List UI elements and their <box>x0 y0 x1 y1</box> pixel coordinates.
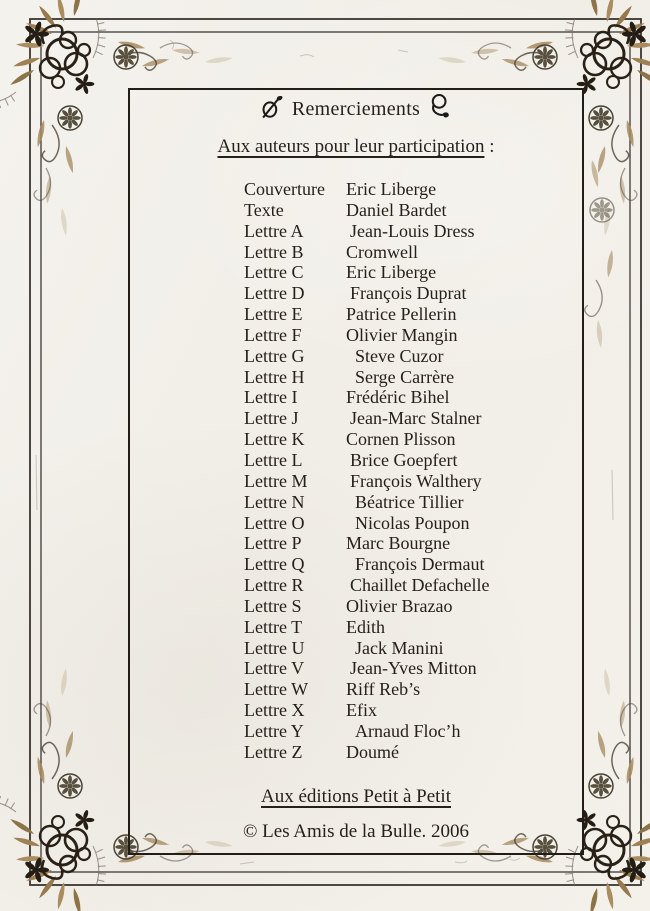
credit-name: Jean-Louis Dress <box>350 220 475 241</box>
credit-name: Jean-Yves Mitton <box>350 658 477 679</box>
credit-label: Lettre G <box>244 345 305 366</box>
credit-label: Lettre S <box>244 595 302 616</box>
credit-name: Cornen Plisson <box>346 429 456 450</box>
credit-row <box>244 283 489 304</box>
credit-name: Jack Manini <box>355 637 444 658</box>
credit-label: Lettre Y <box>244 720 304 741</box>
credit-label: Lettre M <box>244 470 308 491</box>
credit-row <box>244 471 489 492</box>
credit-label: Lettre I <box>244 387 298 408</box>
page-title <box>130 92 582 126</box>
credit-name: Cromwell <box>346 241 418 262</box>
credit-label: Lettre O <box>244 512 305 533</box>
credit-name: Eric Liberge <box>346 179 437 199</box>
subtitle-text: Aux auteurs pour leur participation <box>217 136 485 157</box>
credit-label: Lettre Z <box>244 741 303 762</box>
credit-label: Lettre J <box>244 408 299 429</box>
credit-label: Lettre A <box>244 220 304 241</box>
credit-row <box>244 513 489 534</box>
credit-row <box>244 429 489 450</box>
credit-label: Texte <box>244 199 284 220</box>
credit-row <box>244 346 489 367</box>
credit-name: François Walthery <box>350 470 482 491</box>
credit-row <box>244 596 489 617</box>
credit-row <box>244 221 489 242</box>
credit-label: Lettre T <box>244 616 303 637</box>
copyright-line: © Les Amis de la Bulle. 2006 <box>242 821 470 842</box>
credit-name: Chaillet Defachelle <box>350 575 490 596</box>
credit-name: Efix <box>346 700 377 721</box>
credit-name: Riff Reb’s <box>346 679 421 700</box>
credit-label: Lettre P <box>244 533 302 554</box>
footer-heading-text: Aux éditions Petit à Petit <box>261 786 451 807</box>
credit-row <box>244 700 489 721</box>
credit-row <box>244 387 489 408</box>
credit-name: Jean-Marc Stalner <box>350 408 482 429</box>
credit-label: Lettre R <box>244 575 304 596</box>
credit-row <box>244 492 489 513</box>
credit-name: Steve Cuzor <box>355 345 444 366</box>
title-text: Remerciements <box>291 98 421 120</box>
credit-label: Lettre F <box>244 324 302 345</box>
credit-row <box>244 617 489 638</box>
credit-name: Olivier Mangin <box>346 324 458 345</box>
credit-row <box>244 450 489 471</box>
subtitle <box>130 136 582 158</box>
credits-list <box>244 179 489 763</box>
credit-name: Edith <box>346 616 385 637</box>
credit-label: Lettre D <box>244 283 305 304</box>
credit-row <box>244 658 489 679</box>
credit-label: Lettre H <box>244 366 305 387</box>
credit-name: Frédéric Bihel <box>346 387 450 408</box>
credit-row <box>244 533 489 554</box>
credit-label: Lettre B <box>244 241 304 262</box>
credit-row <box>244 325 489 346</box>
credit-row <box>244 262 489 283</box>
credit-label: Lettre L <box>244 449 303 470</box>
credit-row <box>244 367 489 388</box>
footer-heading <box>130 786 582 808</box>
credit-name: François Dermaut <box>355 554 485 575</box>
credit-name: Eric Liberge <box>346 262 437 283</box>
credit-row <box>244 200 489 221</box>
credit-name: François Duprat <box>350 283 467 304</box>
credit-label: Lettre X <box>244 700 305 721</box>
credit-row <box>244 742 489 763</box>
content-frame <box>128 88 584 855</box>
credit-row <box>244 304 489 325</box>
credit-name: Patrice Pellerin <box>346 304 457 325</box>
credit-row <box>244 179 489 200</box>
credit-name: Brice Goepfert <box>350 449 458 470</box>
credit-row <box>244 554 489 575</box>
credit-label: Lettre E <box>244 304 303 325</box>
credit-name: Olivier Brazao <box>346 595 453 616</box>
credit-label: Lettre N <box>244 491 305 512</box>
credit-label: Lettre V <box>244 658 305 679</box>
credit-name: Serge Carrère <box>355 366 455 387</box>
credit-name: Marc Bourgne <box>346 533 451 554</box>
credit-row <box>244 242 489 263</box>
credit-row <box>244 638 489 659</box>
credit-row <box>244 721 489 742</box>
credit-name: Doumé <box>346 741 399 762</box>
credit-row <box>244 575 489 596</box>
credit-label: Lettre Q <box>244 554 305 575</box>
flourish-left-icon <box>261 94 283 126</box>
flourish-right-icon <box>429 92 451 126</box>
credit-label: Couverture <box>244 179 325 199</box>
credit-name: Béatrice Tillier <box>355 491 464 512</box>
credit-row <box>244 679 489 700</box>
credit-name: Daniel Bardet <box>346 199 447 220</box>
credit-label: Lettre U <box>244 637 305 658</box>
credit-row <box>244 408 489 429</box>
credit-label: Lettre W <box>244 679 309 700</box>
credit-name: Arnaud Floc’h <box>355 720 461 741</box>
credit-label: Lettre K <box>244 429 305 450</box>
credit-label: Lettre C <box>244 262 304 283</box>
subtitle-colon: : <box>484 136 495 157</box>
credit-name: Nicolas Poupon <box>355 512 470 533</box>
